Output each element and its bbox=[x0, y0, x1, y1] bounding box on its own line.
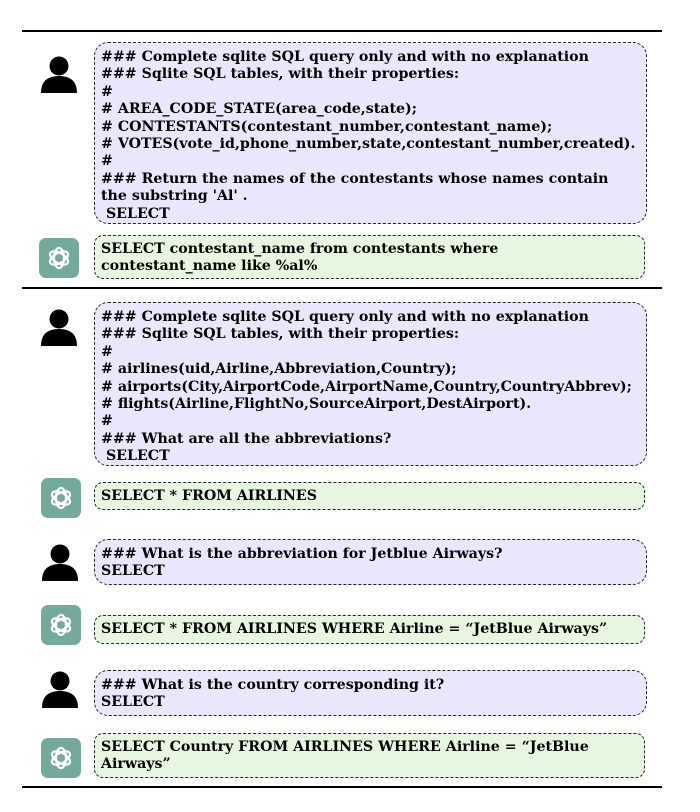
message-line: ### Sqlite SQL tables, with their properties: bbox=[101, 326, 460, 343]
user-icon bbox=[39, 308, 79, 348]
message-line: SELECT bbox=[101, 694, 165, 711]
message-line: SELECT bbox=[101, 448, 170, 465]
message-line: # airports(City,AirportCode,AirportName,Country,CountryAbbrev); bbox=[101, 378, 632, 395]
assistant-message-4 bbox=[94, 733, 645, 778]
message-text: SELECT * FROM AIRLINES WHERE Airline = “JetBlue Airways” bbox=[101, 621, 608, 637]
message-text: SELECT * FROM AIRLINES bbox=[101, 488, 317, 504]
user-message-3 bbox=[94, 539, 647, 585]
message-line: # bbox=[101, 413, 113, 430]
message-line: SELECT bbox=[101, 563, 165, 580]
message-line: ### What is the abbreviation for Jetblue Airways? bbox=[101, 546, 503, 562]
message-line: ### Sqlite SQL tables, with their properties: bbox=[101, 66, 460, 83]
user-icon bbox=[39, 55, 79, 95]
divider-rule bbox=[22, 287, 662, 289]
message-line: ### Complete sqlite SQL query only and with no explanation bbox=[101, 309, 589, 325]
message-line: SELECT bbox=[101, 205, 170, 222]
message-line: # airlines(uid,Airline,Abbreviation,Country); bbox=[101, 361, 457, 378]
openai-logo-icon bbox=[41, 605, 81, 645]
user-message-4 bbox=[94, 670, 647, 716]
bottom-rule bbox=[22, 786, 662, 788]
message-line: # CONTESTANTS(contestant_number,contestant_name); bbox=[101, 118, 553, 135]
message-text: SELECT contestant_name from contestants where contestant_name like %al% bbox=[101, 241, 499, 275]
message-text: SELECT Country FROM AIRLINES WHERE Airline = “JetBlue Airways” bbox=[101, 739, 589, 773]
openai-logo-icon bbox=[39, 238, 79, 278]
openai-logo-icon bbox=[41, 738, 81, 778]
user-message-2 bbox=[94, 302, 647, 466]
assistant-message-1 bbox=[94, 235, 645, 279]
message-line: ### Return the names of the contestants whose names contain the substring 'Al' . bbox=[101, 170, 609, 205]
message-line: ### Complete sqlite SQL query only and with no explanation bbox=[101, 49, 589, 65]
message-line: # bbox=[101, 343, 113, 360]
assistant-message-2 bbox=[94, 482, 645, 510]
top-rule bbox=[22, 30, 662, 32]
assistant-message-3 bbox=[94, 615, 645, 644]
user-message-1 bbox=[94, 42, 647, 224]
message-line: # bbox=[101, 153, 113, 170]
message-line: ### What is the country corresponding it? bbox=[101, 677, 445, 693]
message-line: # AREA_CODE_STATE(area_code,state); bbox=[101, 101, 417, 118]
openai-logo-icon bbox=[41, 478, 81, 518]
user-icon bbox=[40, 543, 80, 583]
message-line: # bbox=[101, 83, 113, 100]
message-line: ### What are all the abbreviations? bbox=[101, 430, 392, 447]
message-line: # flights(Airline,FlightNo,SourceAirport,DestAirport). bbox=[101, 396, 532, 413]
message-line: # VOTES(vote_id,phone_number,state,contestant_number,created). bbox=[101, 136, 636, 153]
user-icon bbox=[40, 670, 80, 710]
